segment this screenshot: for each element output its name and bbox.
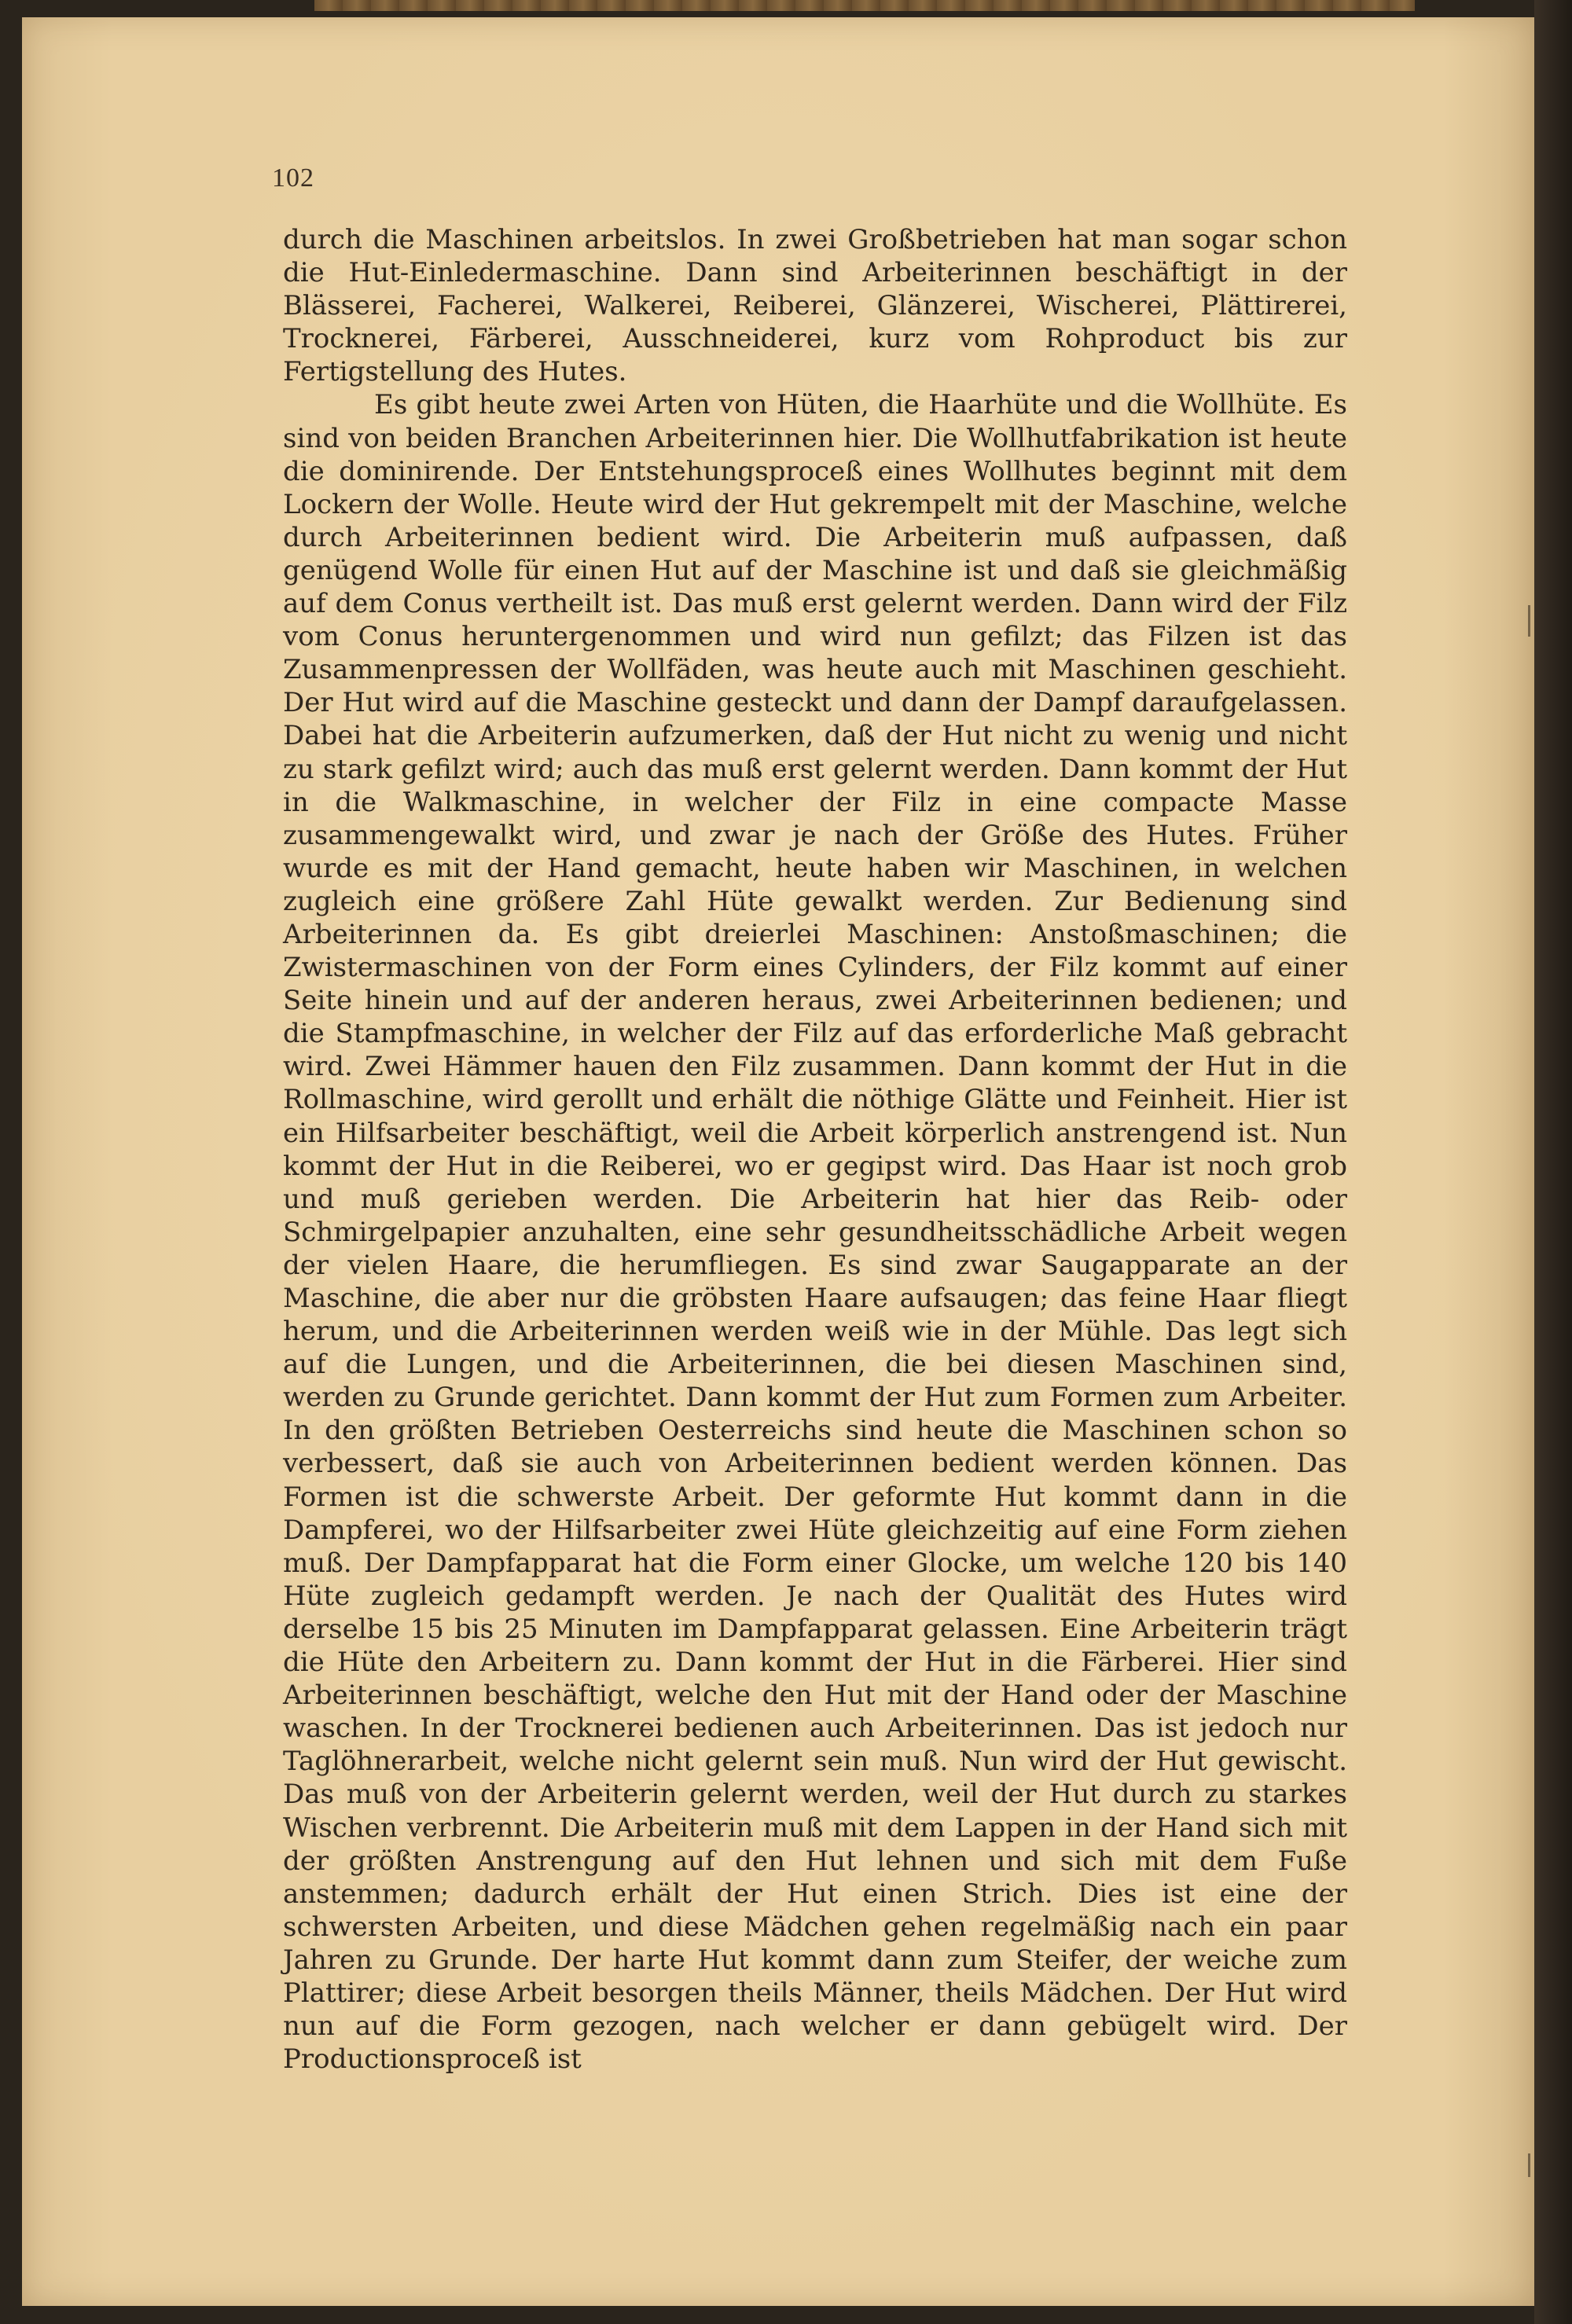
- paragraph-hat-production: Es gibt heute zwei Arten von Hüten, die Haarhüte und die Wollhüte. Es sind von beiden Branchen Arbeiterinnen hier. Die Wollhutfabrikation ist heute die dominirende. Der Entstehungsproceß eines Wollhutes beginnt mit dem Lockern der Wolle. Heute wird der Hut gekrempelt mit der Maschine, welche durch Arbeiterinnen bedient wird. Die Arbeiterin muß aufpassen, daß genügend Wolle für einen Hut auf der Maschine ist und daß sie gleichmäßig auf dem Conus vertheilt ist. Das muß erst gelernt werden. Dann wird der Filz vom Conus heruntergenommen und wird nun gefilzt; das Filzen ist das Zusammenpressen der Wollfäden, was heute auch mit Maschinen geschieht. Der Hut wird auf die Maschine gesteckt und dann der Dampf daraufgelassen. Dabei hat die Arbeiterin aufzumerken, daß der Hut nicht zu wenig und nicht zu stark gefilzt wird; auch das muß erst gelernt werden. Dann kommt der Hut in die Walkmaschine, in welcher der Filz in eine compacte Masse zusammengewalkt wird, und zwar je nach der Größe des Hutes. Früher wurde es mit der Hand gemacht, heute haben wir Maschinen, in welchen zugleich eine größere Zahl Hüte gewalkt werden. Zur Bedienung sind Arbeiterinnen da. Es gibt dreierlei Maschinen: Anstoßmaschinen; die Zwistermaschinen von der Form eines Cylinders, der Filz kommt auf einer Seite hinein und auf der anderen heraus, zwei Arbeiterinnen bedienen; und die Stampfmaschine, in welcher der Filz auf das erforderliche Maß gebracht wird. Zwei Hämmer hauen den Filz zusammen. Dann kommt der Hut in die Rollmaschine, wird gerollt und erhält die nöthige Glätte und Feinheit. Hier ist ein Hilfsarbeiter beschäftigt, weil die Arbeit körperlich anstrengend ist. Nun kommt der Hut in die Reiberei, wo er gegipst wird. Das Haar ist noch grob und muß gerieben werden. Die Arbeiterin hat hier das Reib- oder Schmirgelpapier anzuhalten, eine sehr gesundheitsschädliche Arbeit wegen der vielen Haare, die herumfliegen. Es sind zwar Saugapparate an der Maschine, die aber nur die gröbsten Haare aufsaugen; das feine Haar fliegt herum, und die Arbeiterinnen werden weiß wie in der Mühle. Das legt sich auf die Lungen, und die Arbeiterinnen, die bei diesen Maschinen sind, werden zu Grunde gerichtet. Dann kommt der Hut zum Formen zum Arbeiter. In den größten Betrieben Oesterreichs sind heute die Maschinen schon so verbessert, daß sie auch von Arbeiterinnen bedient werden können. Das Formen ist die schwerste Arbeit. Der geformte Hut kommt dann in die Dampferei, wo der Hilfsarbeiter zwei Hüte gleichzeitig auf eine Form ziehen muß. Der Dampfapparat hat die Form einer Glocke, um welche 120 bis 140 Hüte zugleich gedampft werden. Je nach der Qualität des Hutes wird derselbe 15 bis 25 Minuten im Dampfapparat gelassen. Eine Arbeiterin trägt die Hüte den Arbeitern zu. Dann kommt der Hut in die Färberei. Hier sind Arbeiterinnen beschäftigt, welche den Hut mit der Hand oder der Maschine waschen. In der Trocknerei bedienen auch Arbeiterinnen. Das ist jedoch nur Taglöhnerarbeit, welche nicht gelernt sein muß. Nun wird der Hut gewischt. Das muß von der Arbeiterin gelernt werden, weil der Hut durch zu starkes Wischen verbrennt. Die Arbeiterin muß mit dem Lappen in der Hand sich mit der größten Anstrengung auf den Hut lehnen und sich mit dem Fuße anstemmen; dadurch erhält der Hut einen Strich. Dies ist eine der schwersten Arbeiten, und diese Mädchen gehen regelmäßig nach ein paar Jahren zu Grunde. Der harte Hut kommt dann zum Steifer, der weiche zum Plattirer; diese Arbeit besorgen theils Männer, theils Mädchen. Der Hut wird nun auf die Form gezogen, nach welcher er dann gebügelt wird. Der Productionsproceß ist: [283, 389, 1347, 2076]
- paragraph-continued: durch die Maschinen arbeitslos. In zwei Großbetrieben hat man sogar schon die Hut-Einledermaschine. Dann sind Arbeiterinnen beschäftigt in der Blässerei, Facherei, Walkerei, Reiberei, Glänzerei, Wischerei, Plättirerei, Trocknerei, Färberei, Ausschneiderei, kurz vom Rohproduct bis zur Fertigstellung des Hutes.: [283, 224, 1347, 388]
- page-number: 102: [272, 163, 314, 193]
- body-text: [283, 223, 1347, 2076]
- margin-pencil-mark: [1528, 2153, 1530, 2177]
- margin-pencil-mark: [1528, 605, 1530, 637]
- book-binding: [1534, 0, 1572, 2324]
- book-edge-top: [314, 0, 1415, 11]
